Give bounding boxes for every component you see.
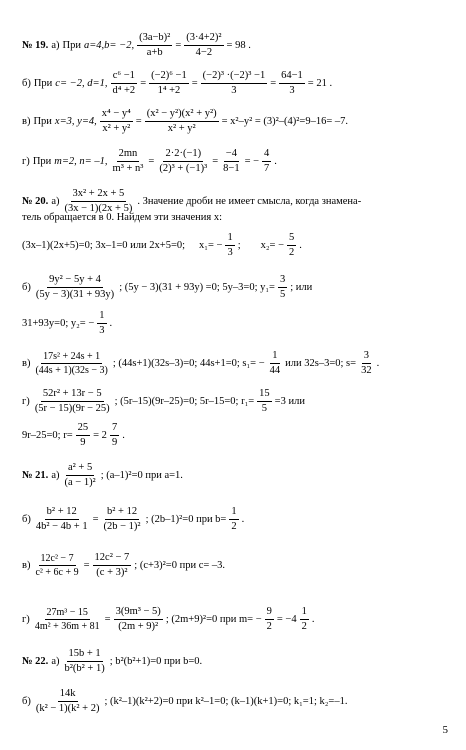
fraction: $\frac{\text{(3·4+2)²}}{4-2}$ bbox=[186, 32, 222, 58]
p21-c: в) $\frac{\text{12c² − 7}}{\text{c² + 6c + 9}}$ = $\frac{\text{12c² − 7}}{\text{(c + 3)²}}$ ; (c+3)²=0 при c= –3. bbox=[22, 552, 226, 578]
fraction: $\frac{\text{(3a−b)²}}{a+b}$ bbox=[139, 32, 171, 58]
fraction: $\frac{\text{c⁶ −1}}{\text{d⁴ +2}}$ bbox=[112, 70, 136, 96]
p19-d: г) При m=2, n= –1, $\frac{2mn}{\text{m³ + n³}}$ = $\frac{2\cdot 2\cdot(-1)}{\text{(2)³ + (−1)³}}$ = $\frac{-4}{8-1}$ = − $\frac{4}{7}$ . bbox=[22, 148, 277, 174]
fraction: $\frac{\text{27m³ − 15}}{\text{4m² + 36m + 81}}$ bbox=[34, 606, 100, 632]
p20-b: б) 9y² − 5y + 4 (5y − 3)(31 + 93y) ; (5y − 3)(31 + 93y) =0; 5y–3=0; y₁= $\frac{3}{5}$ ; или bbox=[22, 274, 313, 300]
fraction: $\frac{\text{(−2)⁶ −1}}{\text{1⁴ +2}}$ bbox=[151, 70, 187, 96]
problem-label: № 20. bbox=[22, 195, 49, 207]
fraction: $\frac{\text{x⁴ − y⁴}}{\text{x² + y²}}$ bbox=[101, 108, 131, 134]
p21-d: г) $\frac{\text{27m³ − 15}}{\text{4m² + 36m + 81}}$ = $\frac{\text{3(9m³ − 5)}}{\text{(2m + 9)²}}$ ; (2m+9)²=0 при m= − $\frac{9}{2}$ = −4 1 2 . bbox=[22, 606, 315, 632]
fraction: 52r² + 13r − 5 (5r − 15)(9r − 25) bbox=[34, 388, 110, 414]
page-number: 5 bbox=[442, 724, 448, 736]
p19-b: б) При c= −2, d=1, $\frac{\text{c⁶ −1}}{\text{d⁴ +2}}$ = $\frac{\text{(−2)⁶ −1}}{\text{1⁴ +2}}$ = $\frac{\text{(−2)³ ·(−2)³ −1}}{3}$ = $\frac{64-1}{3}$ = 21 . bbox=[22, 70, 333, 96]
fraction: $\frac{1}{44}$ bbox=[269, 350, 281, 376]
fraction: $\frac{5}{2}$ bbox=[289, 232, 295, 258]
fraction: $\frac{4}{7}$ bbox=[264, 148, 270, 174]
fraction: 14k (k² − 1)(k² + 2) bbox=[35, 688, 100, 714]
fraction: $\frac{9}{2}$ bbox=[266, 606, 272, 632]
fraction: $\frac{2\cdot 2\cdot(-1)}{\text{(2)³ + (−1)³}}$ bbox=[159, 148, 208, 174]
fraction: $\frac{3}{5}$ bbox=[279, 274, 286, 300]
p20-b-cont: 31+93y=0; y₂= − $\frac{1}{3}$ . bbox=[22, 310, 113, 336]
fraction: $\frac{1}{2}$ bbox=[231, 506, 237, 532]
fraction: $\frac{\text{3(9m³ − 5)}}{\text{(2m + 9)²}}$ bbox=[115, 606, 161, 632]
fraction: $\frac{-4}{8-1}$ bbox=[223, 148, 240, 174]
fraction: $\frac{25}{9}$ bbox=[77, 422, 89, 448]
fraction: $\frac{3}{32}$ bbox=[361, 350, 372, 376]
p22-b: б) 14k (k² − 1)(k² + 2) ; (k²–1)(k²+2)=0 при k²–1=0; (k–1)(k+1)=0; k₁=1; k₂=–1. bbox=[22, 688, 348, 714]
p21-a: № 21. а) a² + 5 (a − 1)² ; (a–1)²=0 при a=1. bbox=[22, 462, 183, 488]
p20-a-text: тель обращается в 0. Найдем эти значения x: bbox=[22, 212, 223, 223]
fraction: $\frac{2mn}{\text{m³ + n³}}$ bbox=[112, 148, 144, 174]
problem-label: № 19. bbox=[22, 39, 49, 51]
p22-a: № 22. а) 15b + 1 b²(b² + 1) ; b²(b²+1)=0 при b=0. bbox=[22, 648, 203, 674]
fraction: $\frac{15}{5}$ bbox=[259, 388, 270, 414]
fraction: $\frac{\text{(x² − y²)(x² + y²)}}{\text{x² + y²}}$ bbox=[146, 108, 217, 134]
p21-b: б) $\frac{\text{b² + 12}}{\text{4b² − 4b + 1}}$ = $\frac{\text{b² + 12}}{\text{(2b − 1)²}}$ ; (2b–1)²=0 при b= $\frac{1}{2}$ . bbox=[22, 506, 245, 532]
p20-d-cont: 9r–25=0; r= $\frac{25}{9}$ = 2 7 9 . bbox=[22, 422, 125, 448]
fraction: 17s² + 24s + 1 (44s + 1)(32s − 3) bbox=[35, 350, 108, 376]
p19-c: в) При x=3, y=4, $\frac{\text{x⁴ − y⁴}}{\text{x² + y²}}$ = $\frac{\text{(x² − y²)(x² + y²)}}{\text{x² + y²}}$ = x²–y² = (3)²–(4)²=9–16= –7. bbox=[22, 108, 349, 134]
fraction: $\frac{\text{12c² − 7}}{\text{c² + 6c + 9}}$ bbox=[35, 552, 79, 578]
fraction: $\frac{64-1}{3}$ bbox=[281, 70, 303, 96]
p20-a-solution: (3x–1)(2x+5)=0; 3x–1=0 или 2x+5=0; x₁= − $\frac{1}{3}$ ; x₂= − $\frac{5}{2}$ . bbox=[22, 232, 302, 258]
fraction: $\frac{1}{3}$ bbox=[99, 310, 105, 336]
fraction: $\frac{\text{b² + 12}}{\text{4b² − 4b + 1}}$ bbox=[35, 506, 88, 532]
p20-c: в) 17s² + 24s + 1 (44s + 1)(32s − 3) ; (44s+1)(32s–3)=0; 44s+1=0; s₁= − $\frac{1}{44}$ или 32s–3=0; s= $\frac{3}{32}$ . bbox=[22, 350, 380, 376]
fraction: $\frac{\text{12c² − 7}}{\text{(c + 3)²}}$ bbox=[94, 552, 130, 578]
fraction: 3x² + 2x + 5 (3x − 1)(2x + 5) bbox=[64, 188, 133, 214]
problem-label: № 21. bbox=[22, 469, 49, 481]
fraction: 15b + 1 b²(b² + 1) bbox=[64, 648, 105, 674]
fraction: 7 9 bbox=[111, 422, 118, 448]
fraction: $\frac{\text{(−2)³ ·(−2)³ −1}}{3}$ bbox=[202, 70, 266, 96]
fraction: 1 2 bbox=[301, 606, 307, 632]
p20-a: № 20. а) 3x² + 2x + 5 (3x − 1)(2x + 5) . Значение дроби не имеет смысла, когда знамена- bbox=[22, 188, 362, 214]
fraction: a² + 5 (a − 1)² bbox=[64, 462, 96, 488]
problem-label: № 22. bbox=[22, 655, 49, 667]
fraction: $\frac{\text{b² + 12}}{\text{(2b − 1)²}}$ bbox=[103, 506, 141, 532]
p19-a: № 19. а) При a=4,b= −2, $\frac{\text{(3a−b)²}}{a+b}$ = $\frac{\text{(3·4+2)²}}{4-2}$ = 98 . bbox=[22, 32, 251, 58]
fraction: $\frac{1}{3}$ bbox=[227, 232, 233, 258]
fraction: 9y² − 5y + 4 (5y − 3)(31 + 93y) bbox=[35, 274, 115, 300]
p20-d: г) 52r² + 13r − 5 (5r − 15)(9r − 25) ; (5r–15)(9r–25)=0; 5r–15=0; r₁= $\frac{15}{5}$ =3 или bbox=[22, 388, 305, 414]
